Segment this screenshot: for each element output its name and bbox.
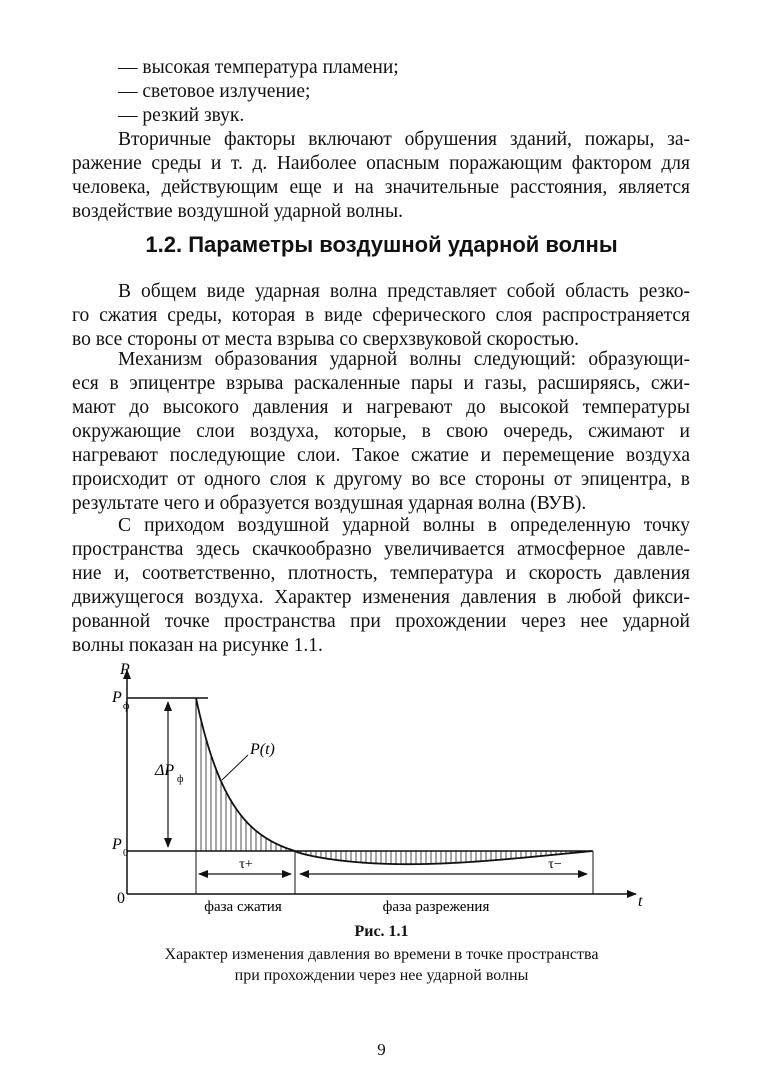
paragraph-line: го сжатия среды, которая в виде сферического слоя распространяется	[72, 305, 690, 326]
bullet-item: — резкий звук.	[118, 105, 245, 126]
label-tau-plus: τ+	[239, 857, 253, 872]
paragraph-mechanism	[72, 348, 690, 516]
pressure-curve	[196, 698, 592, 864]
figure-title: Рис. 1.1	[354, 923, 409, 940]
paragraph-general-view	[72, 280, 690, 352]
figure-caption-line: Характер изменения давления во времени в точке пространства	[164, 946, 599, 963]
paragraph-secondary-factors	[72, 128, 690, 224]
paragraph-line: Механизм образования ударной волны следующий: образующи-	[118, 349, 690, 370]
label-delta-p-sub: ф	[177, 774, 184, 785]
paragraph-line: движущегося воздуха. Характер изменения давления в любой фикси-	[72, 587, 690, 608]
page-number: 9	[377, 1040, 386, 1059]
section-heading: 1.2. Параметры воздушной ударной волны	[145, 232, 618, 257]
label-origin: 0	[117, 890, 125, 907]
axis-label-t: t	[638, 893, 643, 910]
label-phase-rarefaction: фаза разрежения	[382, 899, 490, 915]
paragraph-line: В общем виде ударная волна представляет собой область резко-	[118, 281, 690, 302]
paragraph-line: результате чего и образуется воздушная ударная волна (ВУВ).	[72, 493, 587, 514]
paragraph-line: происходит от одного слоя к другому во все стороны от эпицентра, в	[72, 469, 690, 490]
label-phase-compression: фаза сжатия	[204, 899, 282, 915]
pressure-time-diagram	[100, 658, 660, 918]
label-p-phi: P	[112, 689, 122, 706]
paragraph-line: мают до высокого давления и нагревают до высокой температуры	[72, 397, 690, 418]
paragraph-line: во все стороны от места взрыва со сверхзвуковой скоростью.	[72, 329, 580, 350]
label-p-phi-sub: ф	[123, 701, 130, 712]
label-delta-p: ΔP	[155, 762, 175, 779]
paragraph-line: пространства здесь скачкообразно увеличивается атмосферное давле-	[72, 539, 690, 560]
paragraph-arrival	[72, 514, 690, 658]
bullet-item: — световое излучение;	[118, 81, 311, 102]
label-p0: P	[112, 836, 122, 853]
bullet-list	[72, 56, 690, 128]
paragraph-line: рованной точке пространства при прохождении через нее ударной	[72, 611, 690, 632]
paragraph-line: ние и, соответственно, плотность, температура и скорость давления	[72, 563, 690, 584]
paragraph-line: Вторичные факторы включают обрушения зданий, пожары, за-	[118, 129, 690, 150]
paragraph-line: С приходом воздушной ударной волны в определенную точку	[118, 515, 690, 536]
label-p0-sub: 0	[123, 848, 128, 859]
paragraph-line: нагревают последующие слои. Такое сжатие и перемещение воздуха	[72, 445, 690, 466]
label-curve: P(t)	[250, 741, 275, 758]
bullet-item: — высокая температура пламени;	[118, 57, 399, 78]
paragraph-line: волны показан на рисунке 1.1.	[72, 635, 323, 656]
paragraph-line: еся в эпицентре взрыва раскаленные пары и газы, расширяясь, сжи-	[72, 373, 690, 394]
paragraph-line: человека, действующим еще и на значительные расстояния, является	[72, 177, 690, 198]
paragraph-line: окружающие слои воздуха, которые, в свою очередь, сжимают и	[72, 421, 690, 442]
label-tau-minus: τ−	[548, 857, 562, 872]
paragraph-line: ражение среды и т. д. Наиболее опасным поражающим фактором для	[72, 153, 690, 174]
paragraph-line: воздействие воздушной ударной волны.	[72, 201, 403, 222]
curve-label-leader	[222, 755, 248, 780]
axis-label-p: P	[120, 661, 130, 678]
figure-caption-line: при прохождении через нее ударной волны	[234, 967, 529, 984]
